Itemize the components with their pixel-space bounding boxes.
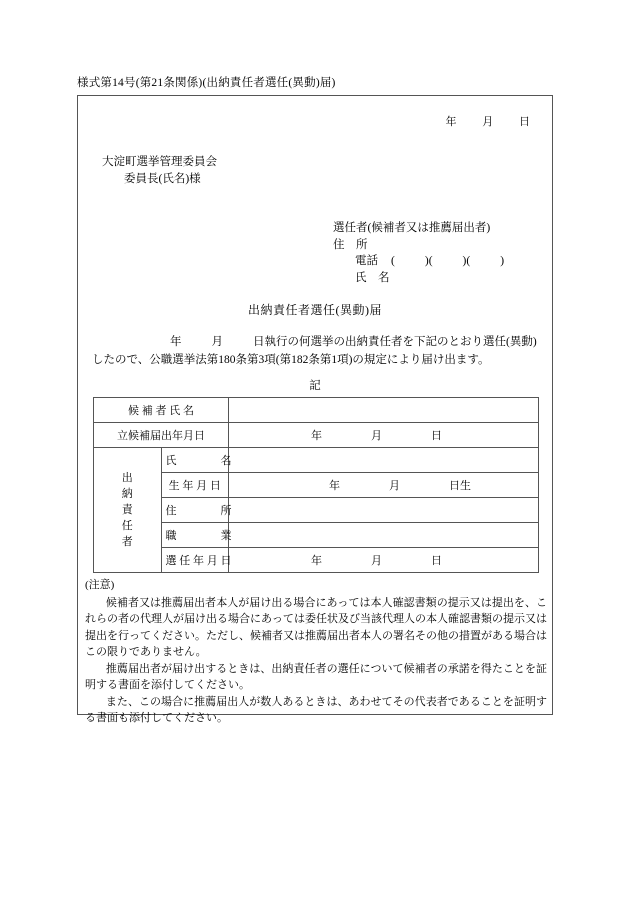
tel-close-1: ): [424, 255, 429, 267]
declarant-block: [333, 220, 504, 286]
ki-marker: 記: [309, 380, 321, 392]
officer-vlabel-char-2: 責: [121, 504, 133, 516]
tel-open-1: (: [391, 255, 395, 267]
birth-year-label: 年: [329, 480, 340, 492]
body-line2: ので、公職選挙法第180条第3項(第182条第1項)の規定により届け出ます。: [115, 354, 490, 366]
officer-vlabel-char-0: 出: [121, 472, 133, 484]
officer-birthdate-label: 生 年 月 日: [161, 473, 229, 498]
table-row-candidate-name: [94, 398, 539, 423]
candidacy-date-label: 立候補届出年月日: [94, 423, 229, 448]
note-paragraph-2: 推薦届出者が届け出するときは、出納責任者の選任について候補者の承諾を得たことを証明する書面を添付してください。: [85, 662, 547, 691]
table-row-officer-occupation: [94, 523, 539, 548]
officer-occupation-label: 職 業: [161, 523, 229, 548]
declarant-address-row: [333, 237, 504, 254]
officer-name-value[interactable]: [229, 448, 539, 473]
notes-heading: (注意): [85, 579, 115, 591]
officer-address-label: 住 所: [161, 498, 229, 523]
candidate-name-value[interactable]: [229, 398, 539, 423]
officer-table: [93, 397, 539, 573]
birth-month-label: 月: [389, 480, 400, 492]
table-row-candidacy-date: [94, 423, 539, 448]
tel-open-2: (: [428, 255, 433, 267]
tel-group-1: [391, 253, 429, 270]
officer-vertical-label: [94, 448, 162, 573]
officer-name-label: 氏 名: [161, 448, 229, 473]
officer-occupation-value[interactable]: [229, 523, 539, 548]
declarant-tel-label: 電話: [355, 255, 378, 267]
notes-section: [85, 577, 547, 727]
body-line1-rest: 日執行の何選挙の出納責任者を下記のとおり選任(異動)した: [92, 336, 537, 366]
tel-close-3: ): [500, 255, 505, 267]
candidacy-month-label: 月: [371, 430, 382, 442]
candidate-name-label: 候 補 者 氏 名: [94, 398, 229, 423]
tel-group-3: [466, 253, 504, 270]
tel-open-3: (: [466, 255, 471, 267]
officer-vlabel-char-3: 任: [121, 520, 133, 532]
officer-vlabel-char-1: 納: [121, 488, 133, 500]
birth-day-label: 日生: [449, 480, 471, 492]
body-month-label: 月: [211, 336, 223, 348]
officer-appointment-date-value[interactable]: [229, 548, 539, 573]
note-paragraph-1: 候補者又は推薦届出者本人が届け出る場合にあっては本人確認書類の提示又は提出を、これらの者の代理人が届け出る場合にあっては委任状及び当該代理人の本人確認書類の提示又は提出を行ってください。ただし、候補者又は推薦届出者本人の署名その他の措置がある場合はこの限りでありません。: [85, 596, 547, 658]
table-row-officer-name: [94, 448, 539, 473]
candidacy-day-label: 日: [431, 430, 442, 442]
declarant-address-label: 住 所: [333, 238, 368, 251]
date-year-label: 年: [445, 116, 457, 128]
table-row-officer-appointment-date: [94, 548, 539, 573]
declarant-tel-row: [333, 253, 504, 270]
appointment-year-label: 年: [311, 555, 322, 567]
document-title: 出納責任者選任(異動)届: [248, 303, 382, 317]
declaration-paragraph: [92, 333, 544, 369]
declarant-name-label: 氏 名: [355, 271, 390, 284]
submission-date-line: [446, 113, 531, 129]
appointment-month-label: 月: [371, 555, 382, 567]
candidacy-year-label: 年: [311, 430, 322, 442]
appointment-day-label: 日: [431, 555, 442, 567]
note-paragraph-3: また、この場合に推薦届出人が数人あるときは、あわせてその代表者であることを証明する書面も添付してください。: [85, 695, 547, 724]
date-day-label: 日: [519, 116, 530, 128]
declarant-name-row: [333, 270, 504, 287]
form-frame: [77, 95, 553, 724]
addressee-chairman: 委員長(氏名)様: [124, 173, 201, 185]
table-row-officer-address: [94, 498, 539, 523]
tel-close-2: ): [462, 255, 467, 267]
table-row-officer-birthdate: [94, 473, 539, 498]
officer-address-value[interactable]: [229, 498, 539, 523]
addressee-block: [102, 154, 217, 188]
body-year-label: 年: [170, 336, 182, 348]
officer-vlabel-char-4: 者: [121, 536, 133, 548]
declarant-title: 選任者(候補者又は推薦届出者): [333, 222, 491, 234]
addressee-committee: 大淀町選挙管理委員会: [102, 156, 217, 168]
form-number-caption: 様式第14号(第21条関係)(出納責任者選任(異動)届): [77, 77, 336, 89]
officer-appointment-date-label: 選 任 年 月 日: [161, 548, 229, 573]
candidacy-date-value[interactable]: [229, 423, 539, 448]
tel-group-2: [429, 253, 467, 270]
date-month-label: 月: [482, 116, 494, 128]
officer-birthdate-value[interactable]: [229, 473, 539, 498]
